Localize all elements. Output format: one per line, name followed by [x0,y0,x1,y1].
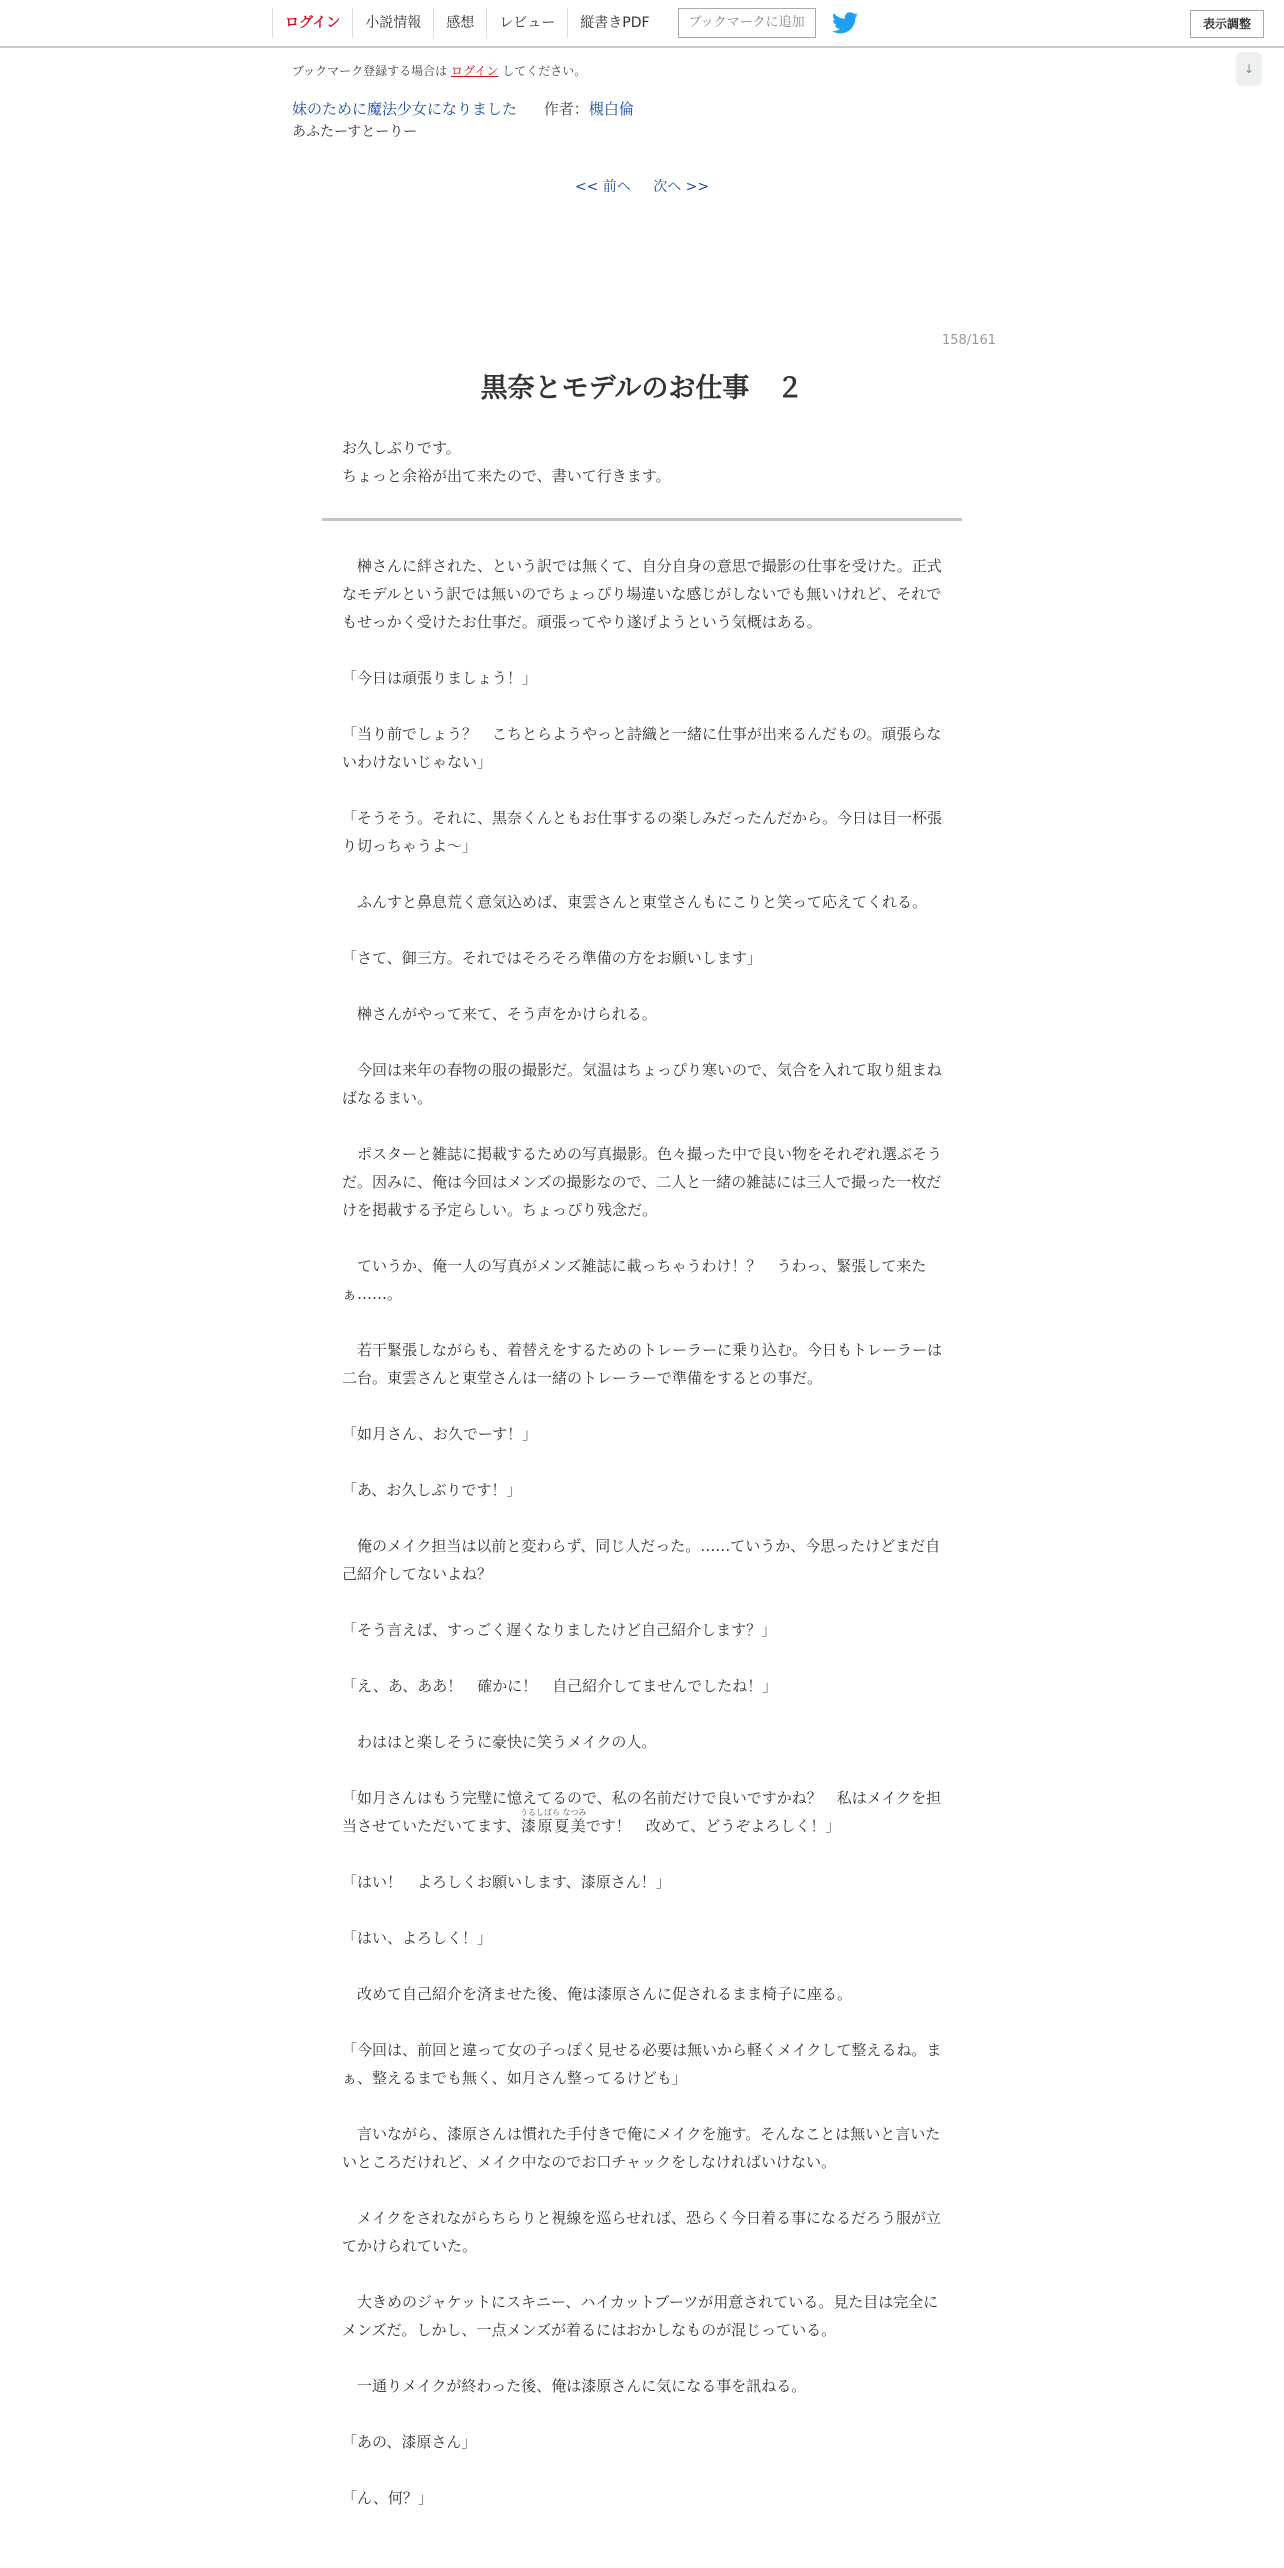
chapter-body [342,552,942,2540]
ruby-reading: うるしばら なつみ [520,1808,587,1817]
nav-novel-info[interactable]: 小説情報 [352,8,433,38]
notice-text-after: してください。 [502,64,587,78]
chapter-title: 黒奈とモデルのお仕事 ２ [480,373,804,404]
preface-line: ちょっと余裕が出て来たので、書いて行きます。 [342,467,671,485]
body-paragraph: 「はい！ よろしくお願いします、漆原さん！」 [342,1873,671,1891]
body-paragraph: 大きめのジャケットにスキニー、ハイカットブーツが用意されている。見た目は完全にメンズだ。しかし、一点メンズが着るにはおかしなものが混じっている。 [342,2293,939,2339]
body-paragraph: 「当り前でしょう？ こちとらようやっと詩織と一緒に仕事が出来るんだもの。頑張らないわけないじゃない」 [342,725,942,771]
novel-info-line [292,98,634,119]
body-paragraph: ポスターと雑誌に掲載するための写真撮影。色々撮った中で良い物をそれぞれ選ぶそうだ。因みに、俺は今回はメンズの撮影なので、二人と一緒の雑誌には三人で撮った一枚だけを掲載する予定らしい。ちょっぴり残念だ。 [342,1145,943,1219]
body-paragraph: 「如月さん、お久でーす！」 [342,1425,538,1443]
body-paragraph: わははと楽しそうに豪快に笑うメイクの人。 [342,1733,657,1751]
body-paragraph: 「はい、よろしく！」 [342,1929,493,1947]
body-paragraph: 榊さんがやって来て、そう声をかけられる。 [342,1005,657,1023]
body-paragraph: 「そう言えば、すっごく遅くなりましたけど自己紹介します？」 [342,1621,777,1639]
top-bar [0,0,1284,48]
ruby-line-after: です！ 改めて、どうぞよろしく！」 [585,1817,841,1835]
series-title: あふたーすとーりー [292,124,418,140]
body-paragraph: 言いながら、漆原さんは慣れた手付きで俺にメイクを施す。そんなことは無いと言いたいところだけれど、メイク中なのでお口チャックをしなければいけない。 [342,2125,941,2171]
bookmark-login-notice [292,62,586,79]
ruby-line-before: 「如月さんはもう完璧に憶えてるので、私の名前だけで良いですかね？ 私はメイクを担当させていただいてます、 [342,1789,942,1835]
ruby-base: 漆原夏美 [520,1817,587,1835]
top-nav [272,0,858,46]
name-ruby [520,1808,587,1835]
body-paragraph: メイクをされながらちらりと視線を巡らせれば、恐らく今日着る事になるだろう服が立てかけられていた。 [342,2209,941,2255]
author-label: 作者： [543,100,589,118]
body-paragraph-with-ruby [342,1784,942,1840]
nav-review[interactable]: レビュー [486,8,567,38]
preface [342,434,671,490]
page-number: 158/161 [941,333,996,348]
body-paragraph: 改めて自己紹介を済ませた後、俺は漆原さんに促されるまま椅子に座る。 [342,1985,853,2003]
body-paragraph: 「え、あ、ああ！ 確かに！ 自己紹介してませんでしたね！」 [342,1677,778,1695]
body-paragraph: 「あ、お久しぶりです！」 [342,1481,522,1499]
body-paragraph: 「さて、御三方。それではそろそろ準備の方をお願いします」 [342,949,762,967]
body-paragraph: 一通りメイクが終わった後、俺は漆原さんに気になる事を訊ねる。 [342,2377,807,2395]
author-link[interactable]: 槻白倫 [588,100,634,118]
body-paragraph: 「ん、何？」 [342,2489,433,2507]
preface-line: お久しぶりです。 [342,439,461,457]
body-paragraph: 今回は来年の春物の服の撮影だ。気温はちょっぴり寒いので、気合を入れて取り組まねばなるまい。 [342,1061,942,1107]
body-paragraph: ていうか、俺一人の写真がメンズ雑誌に載っちゃうわけ！？ うわっ、緊張して来たぁ……。 [342,1257,927,1303]
body-paragraph: 若干緊張しながらも、着替えをするためのトレーラーに乗り込む。今日もトレーラーは二台。東雲さんと東堂さんは一緒のトレーラーで準備をするとの事だ。 [342,1341,943,1387]
scroll-down-button[interactable]: ↓ [1236,52,1262,86]
novel-title-link[interactable]: 妹のために魔法少女になりました [292,100,518,118]
body-paragraph: 「今日は頑張りましょう！」 [342,669,538,687]
notice-text-before: ブックマーク登録する場合は [292,64,448,78]
body-paragraph: ふんすと鼻息荒く意気込めば、東雲さんと東堂さんもにこりと笑って応えてくれる。 [342,893,928,911]
display-settings-button[interactable]: 表示調整 [1190,10,1264,38]
nav-impressions[interactable]: 感想 [433,8,486,38]
notice-login-link[interactable]: ログイン [451,64,499,78]
body-paragraph: 榊さんに絆された、という訳では無くて、自分自身の意思で撮影の仕事を受けた。正式なモデルという訳では無いのでちょっぴり場違いな感じがしないでも無いけれど、それでもせっかく受けたお仕事だ。頑張ってやり遂げようという気概はある。 [342,557,942,631]
add-bookmark-button[interactable]: ブックマークに追加 [678,8,816,38]
pager [0,176,1284,196]
twitter-icon[interactable] [832,12,858,34]
next-page-link[interactable]: 次へ >> [653,179,710,195]
body-paragraph: 「今回は、前回と違って女の子っぽく見せる必要は無いから軽くメイクして整えるね。まぁ、整えるまでも無く、如月さん整ってるけども」 [342,2041,942,2087]
body-paragraph: 「そうそう。それに、黒奈くんともお仕事するの楽しみだったんだから。今日は目一杯張り切っちゃうよ～」 [342,809,943,855]
body-paragraph: 「あの、漆原さん」 [342,2433,477,2451]
body-paragraph: 俺のメイク担当は以前と変わらず、同じ人だった。……ていうか、今思ったけどまだ自己紹介してないよね？ [342,1537,941,1583]
prev-page-link[interactable]: << 前へ [574,179,631,195]
nav-vertical-pdf[interactable]: 縦書きPDF [567,8,661,38]
divider [322,518,962,521]
nav-login[interactable]: ログイン [272,8,352,38]
